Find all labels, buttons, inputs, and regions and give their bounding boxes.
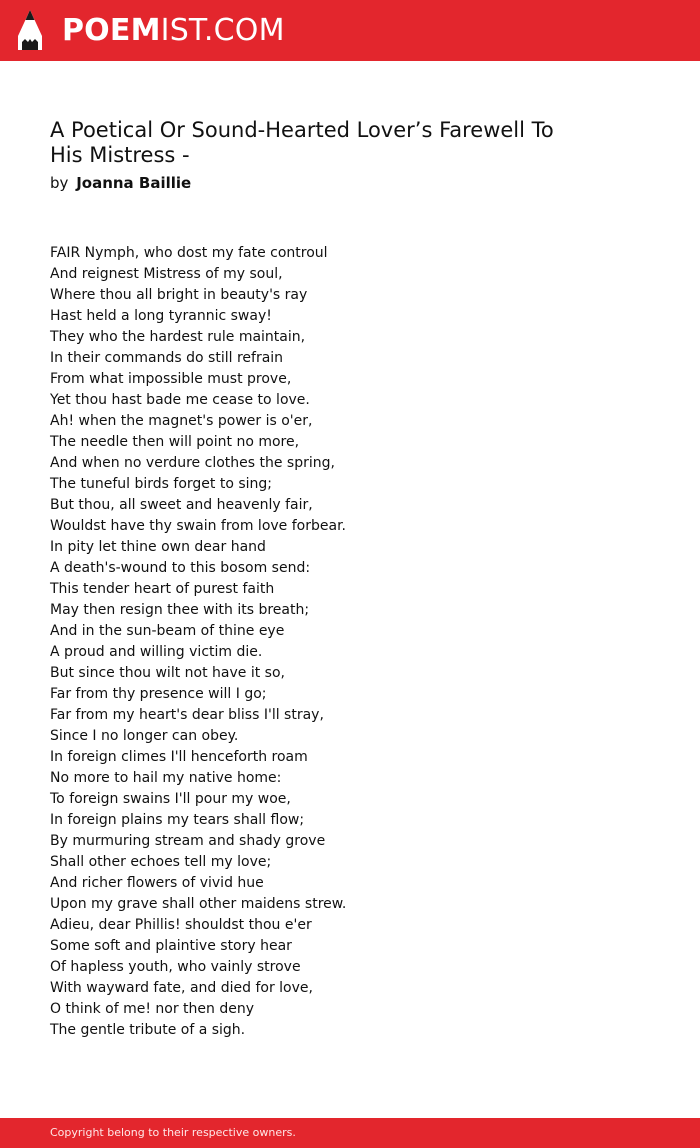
site-header	[0, 0, 700, 61]
poem-body	[50, 243, 650, 1041]
poem-heading	[50, 118, 650, 193]
poem-line: The needle then will point no more,	[50, 434, 300, 450]
poem-title-line-1: A Poetical Or Sound-Hearted Lover’s Farewell To	[50, 118, 554, 142]
site-footer	[0, 1118, 700, 1148]
poem-line: With wayward fate, and died for love,	[50, 980, 313, 996]
poem-line: FAIR Nymph, who dost my fate controul	[50, 245, 328, 261]
copyright-text: Copyright belong to their respective owners.	[50, 1126, 296, 1139]
poem-line: Shall other echoes tell my love;	[50, 854, 272, 870]
poem-line: Some soft and plaintive story hear	[50, 938, 292, 954]
poem-line: Far from thy presence will I go;	[50, 686, 267, 702]
poem-line: By murmuring stream and shady grove	[50, 833, 326, 849]
logo-light-text: IST.COM	[160, 13, 285, 48]
logo-bold-text: POEM	[62, 13, 161, 48]
poem-line: A proud and willing victim die.	[50, 644, 263, 660]
poem-line: They who the hardest rule maintain,	[50, 329, 306, 345]
poem-line: But since thou wilt not have it so,	[50, 665, 285, 681]
poem-line: In foreign climes I'll henceforth roam	[50, 749, 308, 765]
poem-line: In their commands do still refrain	[50, 350, 284, 366]
author-name: Joanna Baillie	[76, 174, 192, 192]
poem-line: But thou, all sweet and heavenly fair,	[50, 497, 313, 513]
poem-line: Far from my heart's dear bliss I'll stray,	[50, 707, 324, 723]
by-label: by	[50, 174, 69, 192]
poem-line: In foreign plains my tears shall flow;	[50, 812, 305, 828]
pencil-logo-icon	[17, 9, 43, 52]
poem-line: This tender heart of purest faith	[50, 581, 275, 597]
poem-line: And when no verdure clothes the spring,	[50, 455, 335, 471]
poem-line: The tuneful birds forget to sing;	[50, 476, 273, 492]
poem-line: In pity let thine own dear hand	[50, 539, 266, 555]
poem-line: Wouldst have thy swain from love forbear.	[50, 518, 346, 534]
site-logo[interactable]	[62, 13, 285, 49]
poem-line: The gentle tribute of a sigh.	[50, 1022, 246, 1038]
poem-line: And reignest Mistress of my soul,	[50, 266, 283, 282]
poem-line: May then resign thee with its breath;	[50, 602, 310, 618]
poem-line: Yet thou hast bade me cease to love.	[50, 392, 310, 408]
byline	[50, 173, 650, 193]
poem-line: And in the sun-beam of thine eye	[50, 623, 285, 639]
poem-line: Upon my grave shall other maidens strew.	[50, 896, 347, 912]
poem-line: Adieu, dear Phillis! shouldst thou e'er	[50, 917, 312, 933]
poem-line: Where thou all bright in beauty's ray	[50, 287, 308, 303]
poem-line: Since I no longer can obey.	[50, 728, 239, 744]
poem-line: And richer flowers of vivid hue	[50, 875, 264, 891]
poem-line: Of hapless youth, who vainly strove	[50, 959, 301, 975]
poem-line: O think of me! nor then deny	[50, 1001, 255, 1017]
poem-title	[50, 118, 650, 168]
poem-line: Ah! when the magnet's power is o'er,	[50, 413, 313, 429]
poem-line: A death's-wound to this bosom send:	[50, 560, 311, 576]
poem-line: To foreign swains I'll pour my woe,	[50, 791, 291, 807]
poem-line: From what impossible must prove,	[50, 371, 292, 387]
poem-title-line-2: His Mistress -	[50, 143, 190, 167]
poem-line: No more to hail my native home:	[50, 770, 282, 786]
poem-line: Hast held a long tyrannic sway!	[50, 308, 272, 324]
